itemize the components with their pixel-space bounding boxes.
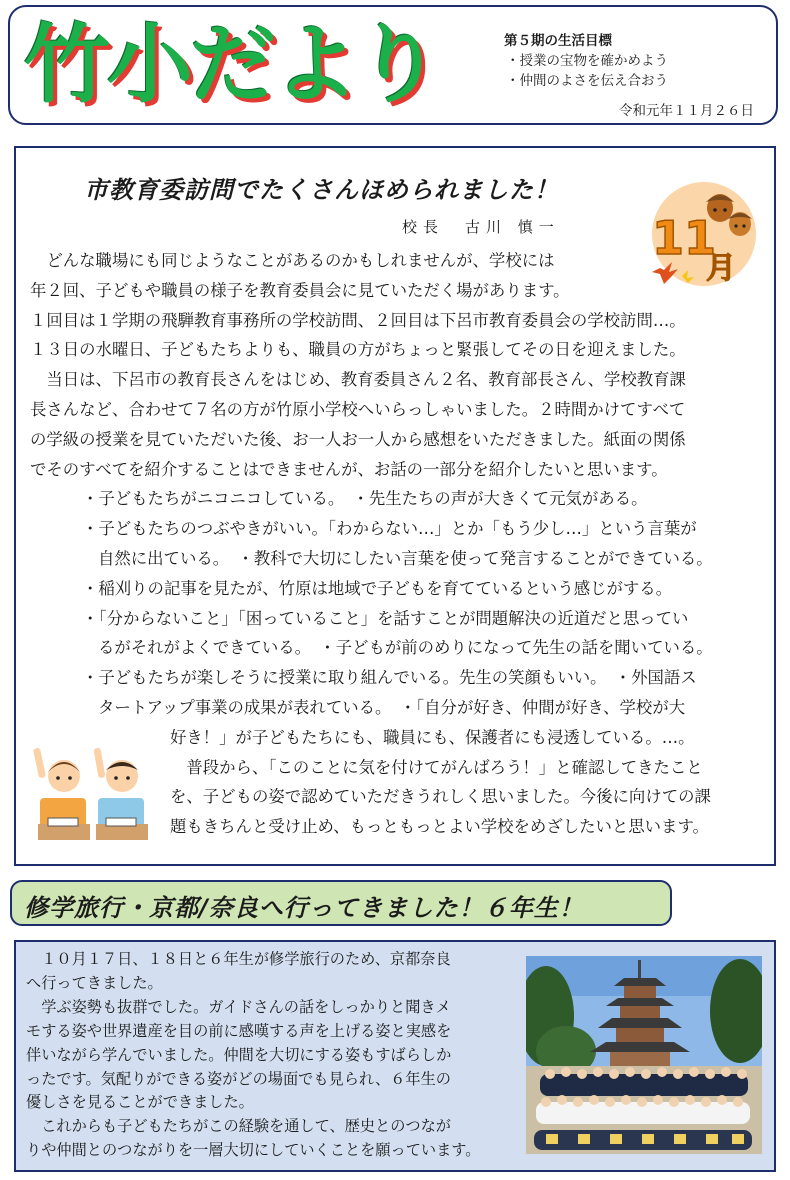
body-line: 学ぶ姿勢も抜群でした。ガイドさんの話をしっかりと聞きメ [26,997,451,1016]
comment-item: ・子どもたちが楽しそうに授業に取り組んでいる。先生の笑顔もいい。 ・外国語ス [82,668,697,688]
closing-line: を、子どもの姿で認めていただきうれしく思いました。今後に向けての課 [170,787,711,807]
body-line: の学級の授業を見ていただいた後、お一人お一人から感想をいただきました。紙面の関係 [30,429,686,449]
body-line: へ行ってきました。 [26,973,163,992]
comment-item: タートアップ事業の成果が表れている。 ・「自分が好き、仲間が好き、学校が大 [98,697,686,717]
closing-line: 題もきちんと受け止め、もっともっとよい学校をめざしたいと思います。 [170,817,709,837]
comment-item: ・稲刈りの記事を見たが、竹原は地域で子どもを育てているという感じがする。 [82,578,673,598]
month-number: 11 [652,211,717,265]
article-school-trip [14,940,776,1172]
article-author: 校長 古川 慎一 [402,218,560,236]
body-line: りや仲間とのつながりを一層大切にしていくことを願っています。 [26,1141,481,1160]
issue-date: 令和元年１１月２６日 [619,103,754,119]
comment-item: るがそれがよくできている。 ・子どもが前のめりになって先生の話を聞いている。 [98,638,713,658]
body-line: 優しさを見ることができました。 [26,1093,254,1112]
body-line: どんな職場にも同じようなことがあるのかもしれませんが、学校には [30,251,555,270]
masthead-title: 竹小だより [24,15,439,115]
comment-item: ・「分からないこと」「困っていること」を話すことが問題解決の近道だと思ってい [82,608,689,628]
life-goals [504,31,668,91]
school-trip-banner [10,880,672,926]
body-line: 長さんなど、合わせて７名の方が竹原小学校へいらっしゃいました。２時間かけてすべて [30,399,686,419]
body-line: 当日は、下呂市の教育長さんをはじめ、教育委員さん２名、教育部長さん、学校教育課 [30,370,686,390]
newsletter-header [8,5,778,125]
body-line: ったです。気配りができる姿がどの場面でも見られ、６年生の [26,1069,451,1088]
body-line: １回目は１学期の飛騨教育事務所の学校訪問、２回目は下呂市教育委員会の学校訪問…。 [30,310,686,330]
comment-item: 自然に出ている。 ・教科で大切にしたい言葉を使って発言することができている。 [98,548,713,568]
banner-title: 修学旅行・京都/奈良へ行ってきました！６年生！ [24,894,584,922]
body-line: 年２回、子どもや職員の様子を教育委員会に見ていただく場があります。 [30,280,570,300]
article-body [26,948,480,1163]
body-line: １０月１７日、１８日と６年生が修学旅行のため、京都奈良 [26,950,451,968]
body-line: でそのすべてを紹介することはできませんが、お話の一部分を紹介したいと思います。 [30,459,668,479]
body-line: 伴いながら学んでいました。仲間を大切にする姿もすばらしか [26,1045,452,1064]
goals-title: 第５期の生活目標 [504,33,612,49]
horyuji-group-photo [526,956,762,1154]
goal-item: ・授業の宝物を確かめよう [506,53,668,69]
body-line: これからも子どもたちがこの経験を通して、歴史とのつなが [26,1117,451,1136]
closing-line: 普段から、「このことに気を付けてがんばろう！」と確認してきたこと [170,757,703,777]
month-kanji: 月 [706,251,736,286]
goal-item: ・仲間のよさを伝え合おう [506,73,668,89]
comment-item: ・子どもたちのつぶやきがいい。「わからない…」とか「もう少し…」という言葉が [82,519,697,539]
comment-item: 好き！」が子どもたちにも、職員にも、保護者にも浸透している。…。 [170,727,695,747]
article-title: 市教育委訪問でたくさんほめられました！ [84,176,559,204]
comment-item: ・子どもたちがニコニコしている。 ・先生たちの声が大きくて元気がある。 [82,489,648,509]
body-line: １３日の水曜日、子どもたちよりも、職員の方がちょっと緊張してその日を迎えました。 [30,340,686,360]
article-education-visit [14,146,776,866]
students-raising-hands-illustration [30,738,154,848]
body-line: モする姿や世界遺産を目の前に感嘆する声を上げる姿と実感を [26,1021,452,1040]
